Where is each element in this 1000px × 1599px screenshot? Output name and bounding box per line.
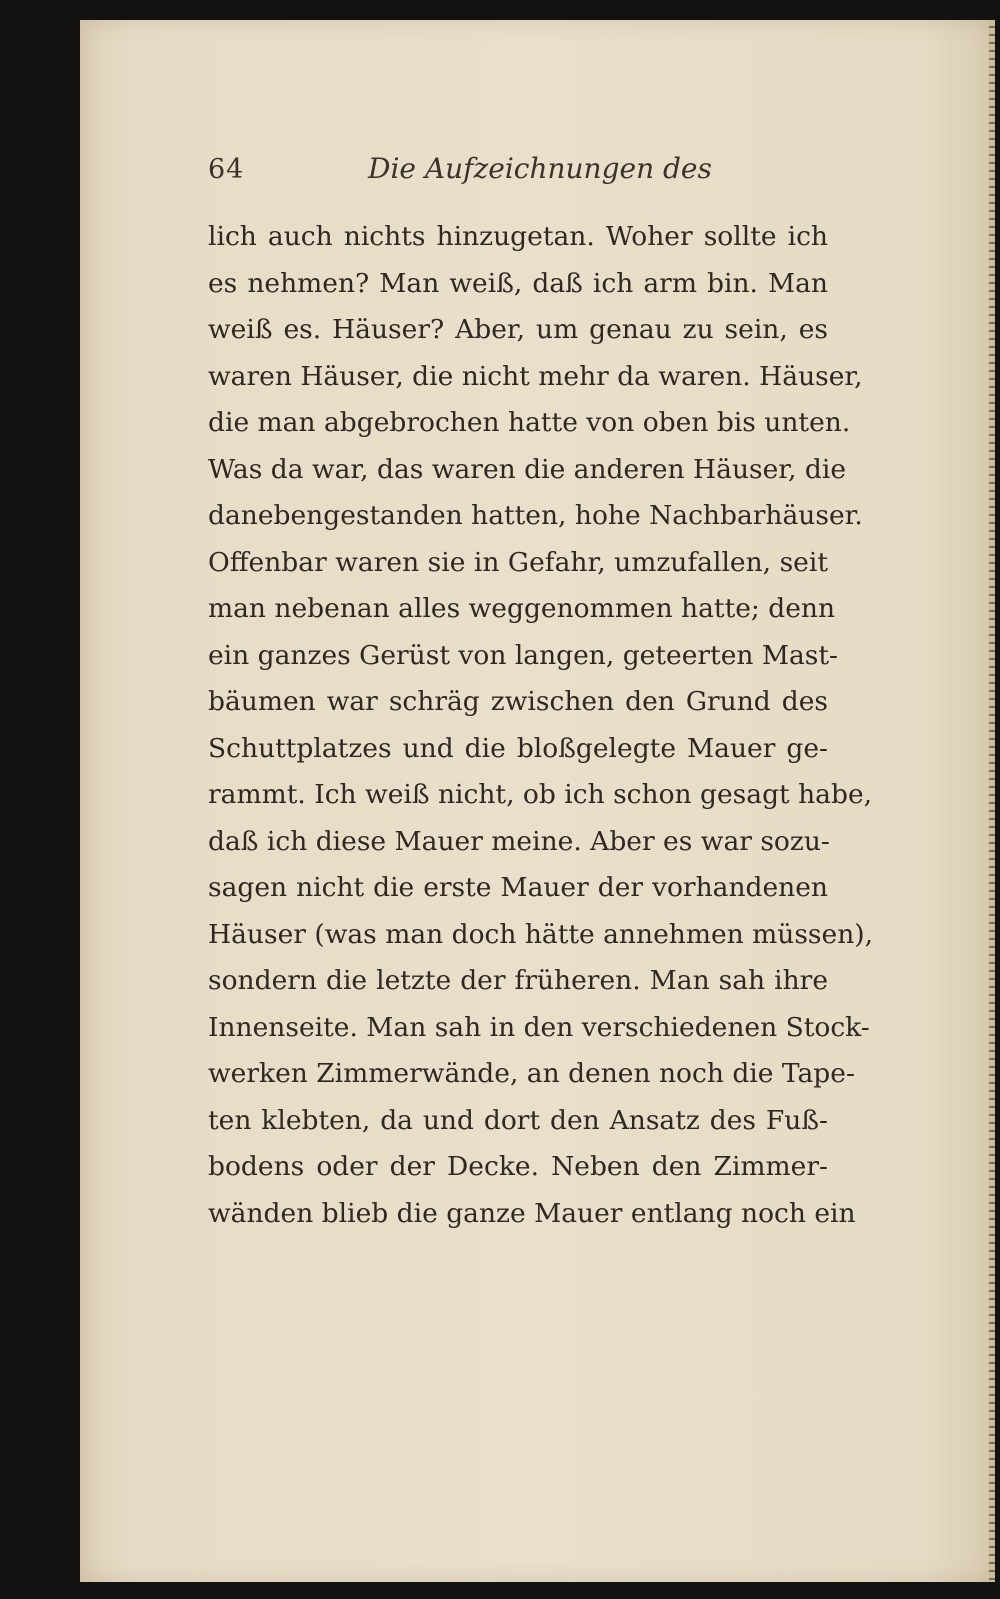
text-line: Innenseite. Man sah in den verschiedenen Stock- [208,1011,870,1043]
text-line: sagen nicht die erste Mauer der vorhandenen [208,872,828,903]
page-edge [989,20,995,1582]
text-line: bodens oder der Decke. Neben den Zimmer- [208,1151,828,1182]
body-text [208,214,874,1237]
text-line: werken Zimmerwände, an denen noch die Tape- [208,1058,855,1089]
text-line: lich auch nichts hinzugetan. Woher sollte ich [208,221,828,252]
text-line: Schuttplatzes und die bloßgelegte Mauer ge- [208,732,828,764]
text-line: rammt. Ich weiß nicht, ob ich schon gesagt habe, [208,779,873,810]
text-line: daß ich diese Mauer meine. Aber es war sozu- [208,825,830,857]
text-line: Offenbar waren sie in Gefahr, umzufallen, seit [208,546,828,578]
text-line: die man abgebrochen hatte von oben bis unten. [208,407,851,438]
text-line: man nebenan alles weggenommen hatte; denn [208,593,836,624]
text-line: danebengestanden hatten, hohe Nachbarhäuser. [208,500,863,531]
text-line: weiß es. Häuser? Aber, um genau zu sein, es [208,314,828,345]
text-line: bäumen war schräg zwischen den Grund des [208,686,828,717]
text-line: Häuser (was man doch hätte annehmen müssen), [208,918,874,950]
text-line: ten klebten, da und dort den Ansatz des Fuß- [208,1104,828,1136]
page-number: 64 [208,154,245,185]
text-line: ein ganzes Gerüst von langen, geteerten Mast- [208,639,839,671]
text-line: es nehmen? Man weiß, daß ich arm bin. Man [208,267,828,299]
text-line: wänden blieb die ganze Mauer entlang noch ein [208,1197,856,1229]
text-line: waren Häuser, die nicht mehr da waren. Häuser, [208,360,863,392]
page-header [208,148,728,198]
text-line: sondern die letzte der früheren. Man sah ihre [208,965,828,996]
text-line: Was da war, das waren die anderen Häuser, die [208,453,847,485]
running-title: Die Aufzeichnungen des [368,152,712,185]
